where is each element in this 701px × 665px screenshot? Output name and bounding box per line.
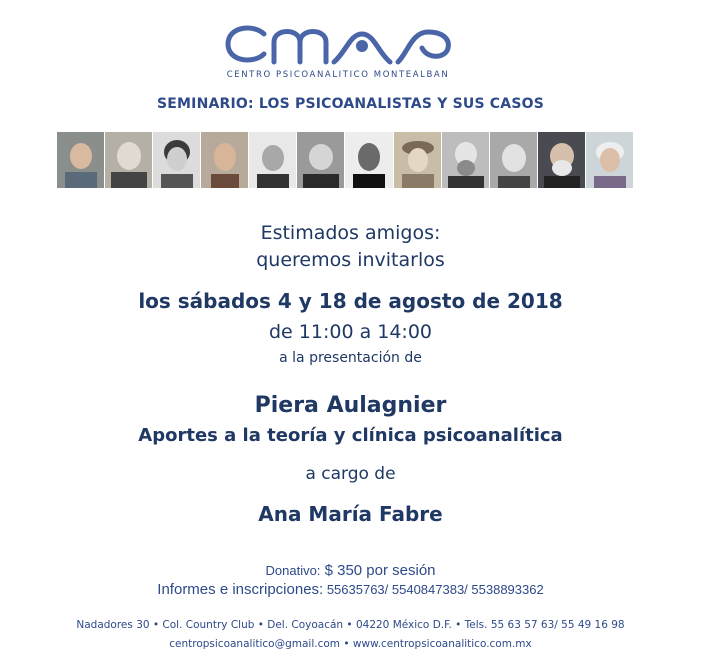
email-link[interactable]: centropsicoanalitico@gmail.com <box>169 638 341 650</box>
portrait-4 <box>201 132 248 188</box>
portrait-8 <box>394 132 441 188</box>
presentation-intro: a la presentación de <box>279 350 422 366</box>
info-phones: 55635763/ 5540847383/ 5538893362 <box>323 582 544 597</box>
info-label: Informes e inscripciones: <box>157 581 324 598</box>
donation-label: Donativo: <box>265 563 321 578</box>
portrait-3 <box>153 132 200 188</box>
portrait-11 <box>538 132 585 188</box>
event-dates: los sábados 4 y 18 de agosto de 2018 <box>138 289 563 313</box>
logo-subtitle: CENTRO PSICOANALITICO MONTEALBAN <box>226 70 450 80</box>
portrait-5 <box>249 132 296 188</box>
portrait-9 <box>442 132 489 188</box>
greeting-line-2: queremos invitarlos <box>256 249 445 271</box>
portrait-7 <box>345 132 392 188</box>
portrait-10 <box>490 132 537 188</box>
portrait-2 <box>105 132 152 188</box>
footer-address: Nadadores 30 • Col. Country Club • Del. Coyoacán • 04220 México D.F. • Tels. 55 63 57 63/ 55 49 16 98 <box>76 619 625 631</box>
website-link[interactable]: www.centropsicoanalitico.com.mx <box>352 638 532 650</box>
donation-line <box>0 562 701 580</box>
event-time: de 11:00 a 14:00 <box>268 321 433 343</box>
donation-value: $ 350 por sesión <box>320 562 436 579</box>
portrait-6 <box>297 132 344 188</box>
portrait-12 <box>586 132 633 188</box>
presented-by-label: a cargo de <box>305 464 396 484</box>
footer-contact <box>0 638 701 650</box>
info-line <box>0 581 701 599</box>
footer-separator: • <box>340 638 353 650</box>
greeting-line-1: Estimados amigos: <box>260 222 441 244</box>
event-subtitle: Aportes a la teoría y clínica psicoanalítica <box>138 425 563 446</box>
cmap-logo <box>222 22 458 70</box>
presenter-name: Ana María Fabre <box>258 502 443 526</box>
portrait-strip <box>57 132 633 188</box>
subject-name: Piera Aulagnier <box>254 393 447 418</box>
portrait-1 <box>57 132 104 188</box>
seminar-title: SEMINARIO: LOS PSICOANALISTAS Y SUS CASOS <box>157 96 544 112</box>
